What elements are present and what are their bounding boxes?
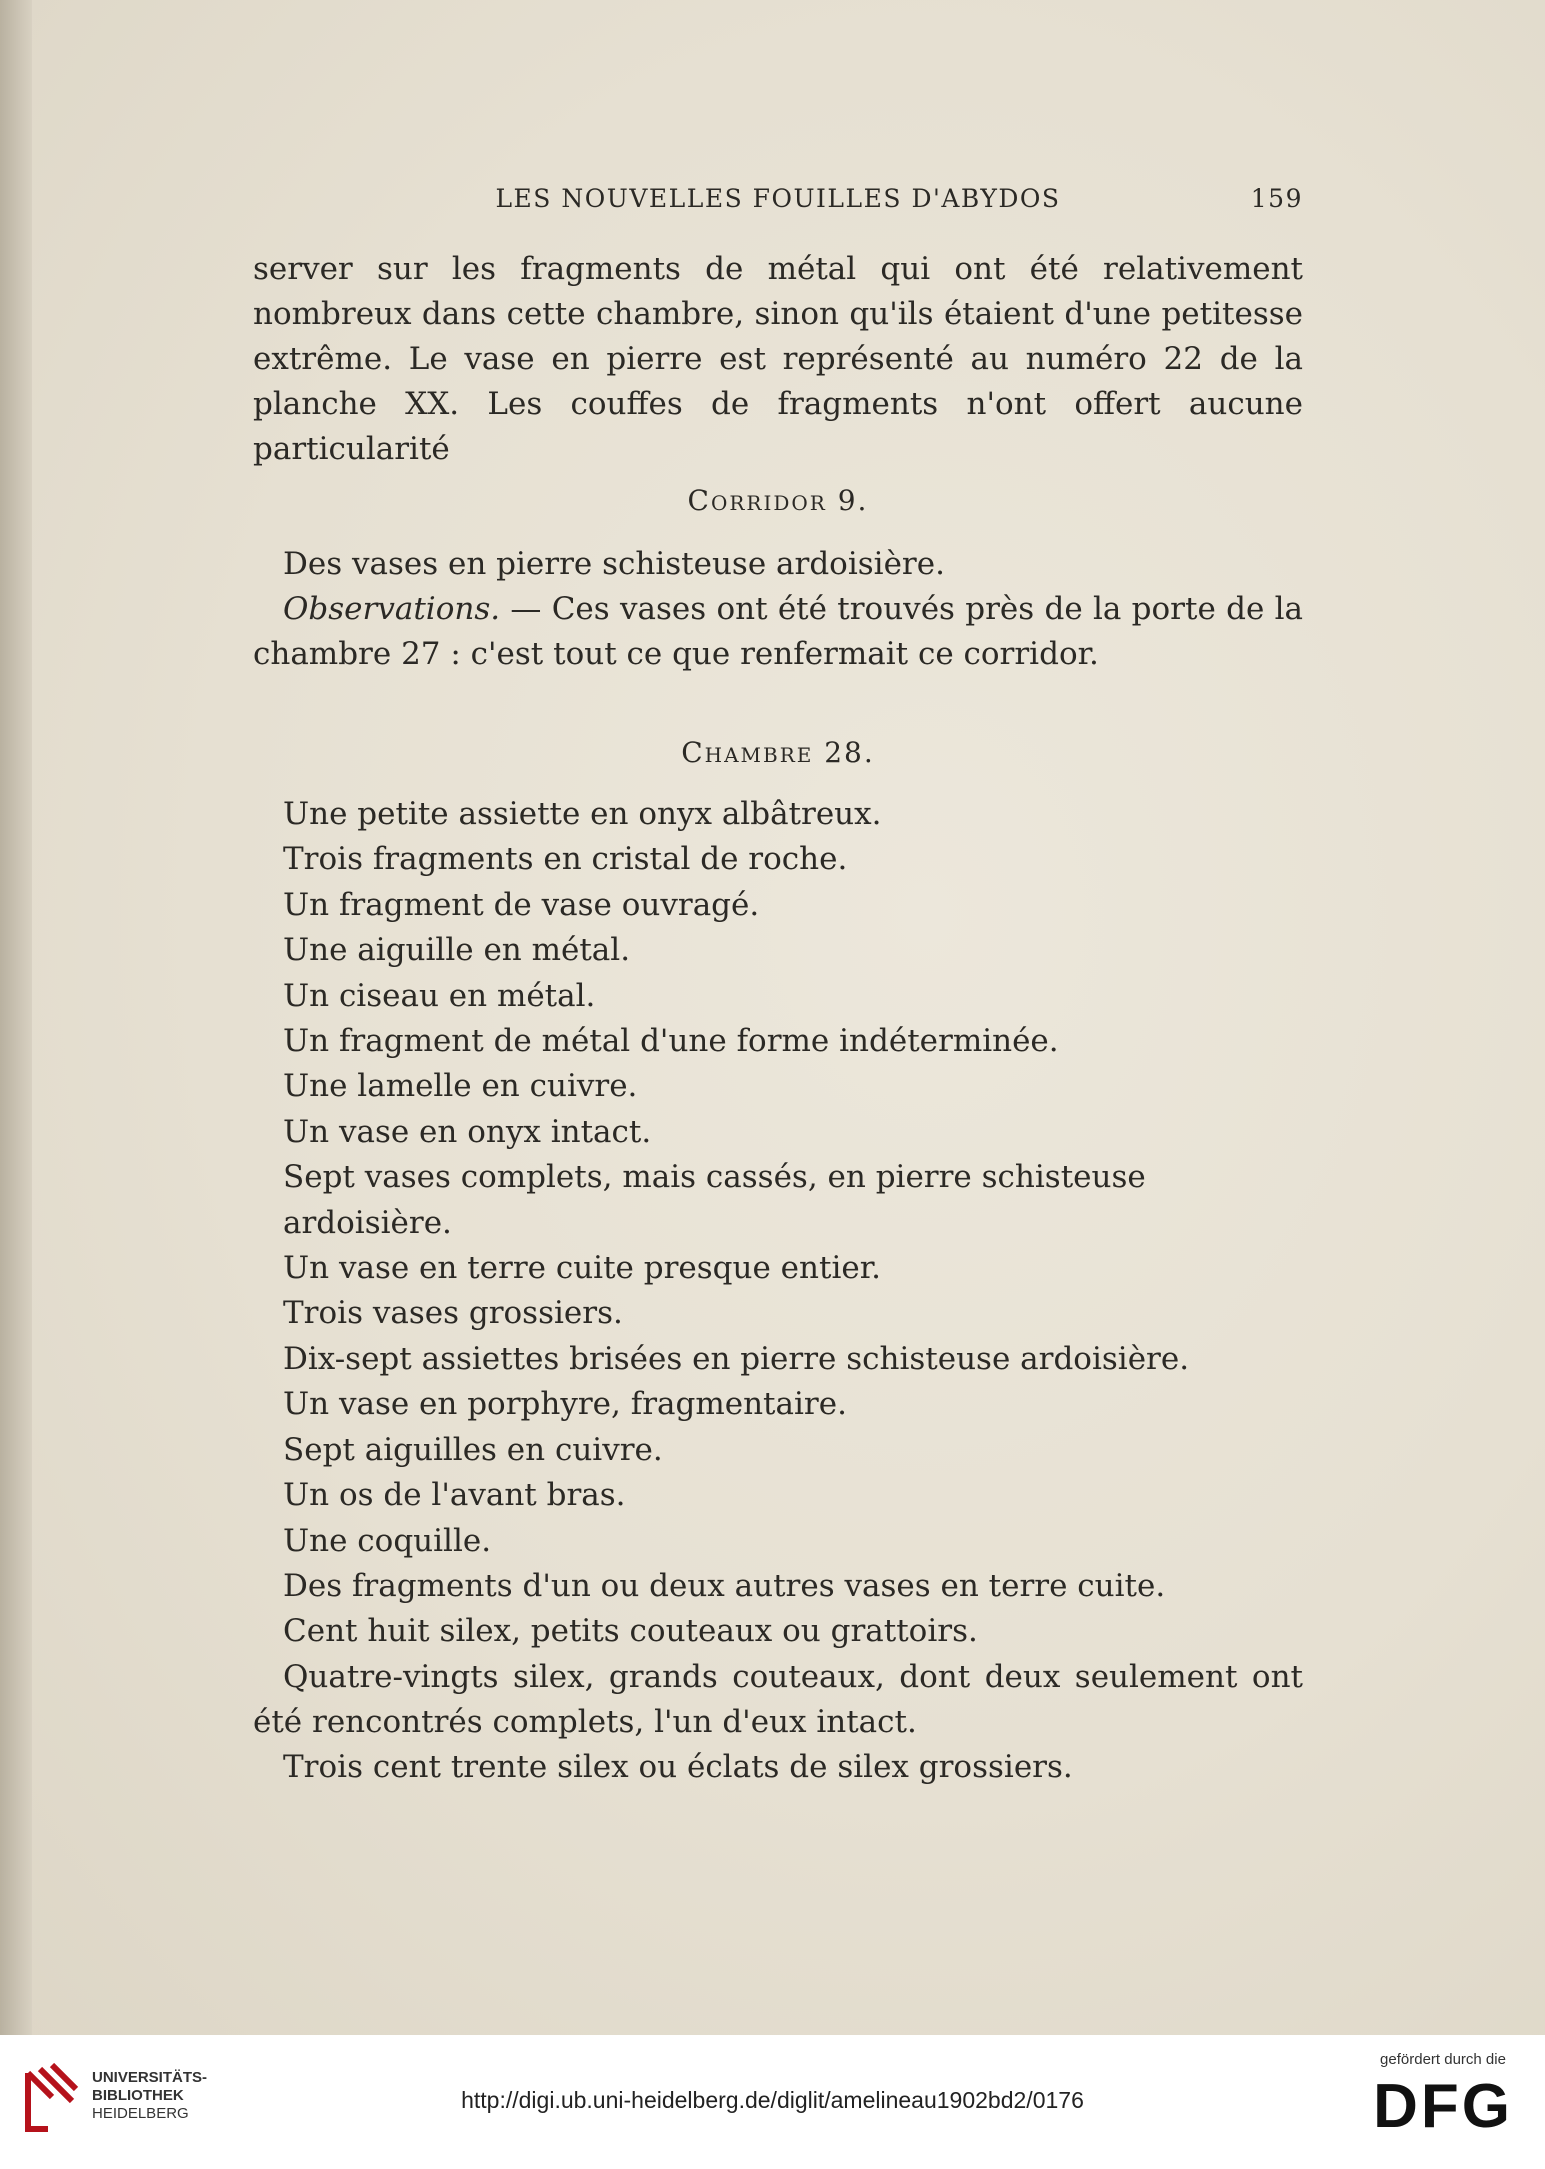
intro-block (253, 247, 1303, 472)
list-item-long: Quatre-vingts silex, grands couteaux, dont deux seulement ont été rencontrés complets, l'un d'eux intact. (253, 1658, 1303, 1740)
list-item: Cent huit silex, petits couteaux ou grattoirs. (283, 1613, 978, 1650)
list-item: Une coquille. (283, 1522, 492, 1559)
list-item-final: Trois cent trente silex ou éclats de silex grossiers. (283, 1748, 1073, 1785)
list-item: Dix-sept assiettes brisées en pierre schisteuse ardoisière. (283, 1340, 1190, 1377)
chambre-section (253, 736, 1303, 1790)
corridor-observations (253, 587, 1303, 677)
chambre-item-list (253, 792, 1303, 1790)
dfg-logo[interactable]: DFG (1373, 2072, 1513, 2141)
list-item: Un fragment de vase ouvragé. (283, 886, 760, 923)
list-item: Un vase en porphyre, fragmentaire. (283, 1386, 847, 1423)
list-item: Un ciseau en métal. (283, 977, 596, 1014)
list-item: Sept aiguilles en cuivre. (283, 1431, 663, 1468)
funder-caption: gefördert durch die (1380, 2051, 1506, 2068)
list-item: Une aiguille en métal. (283, 932, 631, 969)
list-item: Trois fragments en cristal de roche. (283, 841, 848, 878)
list-item: Trois vases grossiers. (283, 1295, 623, 1332)
observations-text: — Ces vases ont été trouvés près de la porte de la chambre 27 : c'est tout ce que renfermait ce corridor. (253, 591, 1303, 672)
library-name-line2: BIBLIOTHEK (92, 2087, 184, 2104)
list-item: Sept vases complets, mais cassés, en pierre schisteuse ardoisière. (283, 1159, 1146, 1241)
intro-paragraph: server sur les fragments de métal qui ont été relativement nombreux dans cette chambre, sinon qu'ils étaient d'une petitesse extrême. Le vase en pierre est représenté au numéro 22 de la planche XX. Les couffes de fragments n'ont offert aucune particularité (253, 251, 1303, 467)
digitization-footer (0, 2035, 1545, 2169)
library-name-line1: UNIVERSITÄTS- (92, 2069, 208, 2086)
list-item: Un os de l'avant bras. (283, 1477, 626, 1514)
page-number: 159 (1250, 184, 1303, 213)
observations-label: Observations. (283, 591, 501, 627)
list-item: Une petite assiette en onyx albâtreux. (283, 796, 882, 832)
running-title: LES NOUVELLES FOUILLES D'ABYDOS (495, 184, 1061, 213)
page-edge-shadow (0, 0, 32, 2035)
library-name-line3: HEIDELBERG (92, 2105, 189, 2122)
list-item: Une lamelle en cuivre. (283, 1068, 638, 1105)
list-item: Des fragments d'un ou deux autres vases en terre cuite. (283, 1567, 1166, 1604)
list-item: Un vase en terre cuite presque entier. (283, 1250, 881, 1287)
funder-block (1363, 2051, 1523, 2161)
corridor-heading: Corridor 9. (687, 484, 869, 517)
running-header (253, 178, 1303, 222)
chambre-heading: Chambre 28. (681, 736, 875, 769)
list-item: Un vase en onyx intact. (283, 1113, 652, 1150)
source-url-link[interactable]: http://digi.ub.uni-heidelberg.de/diglit/amelineau1902bd2/0176 (461, 2087, 1084, 2113)
list-item: Un fragment de métal d'une forme indéterminée. (283, 1023, 1059, 1060)
corridor-section (253, 484, 1303, 677)
corridor-line: Des vases en pierre schisteuse ardoisière. (283, 546, 945, 582)
